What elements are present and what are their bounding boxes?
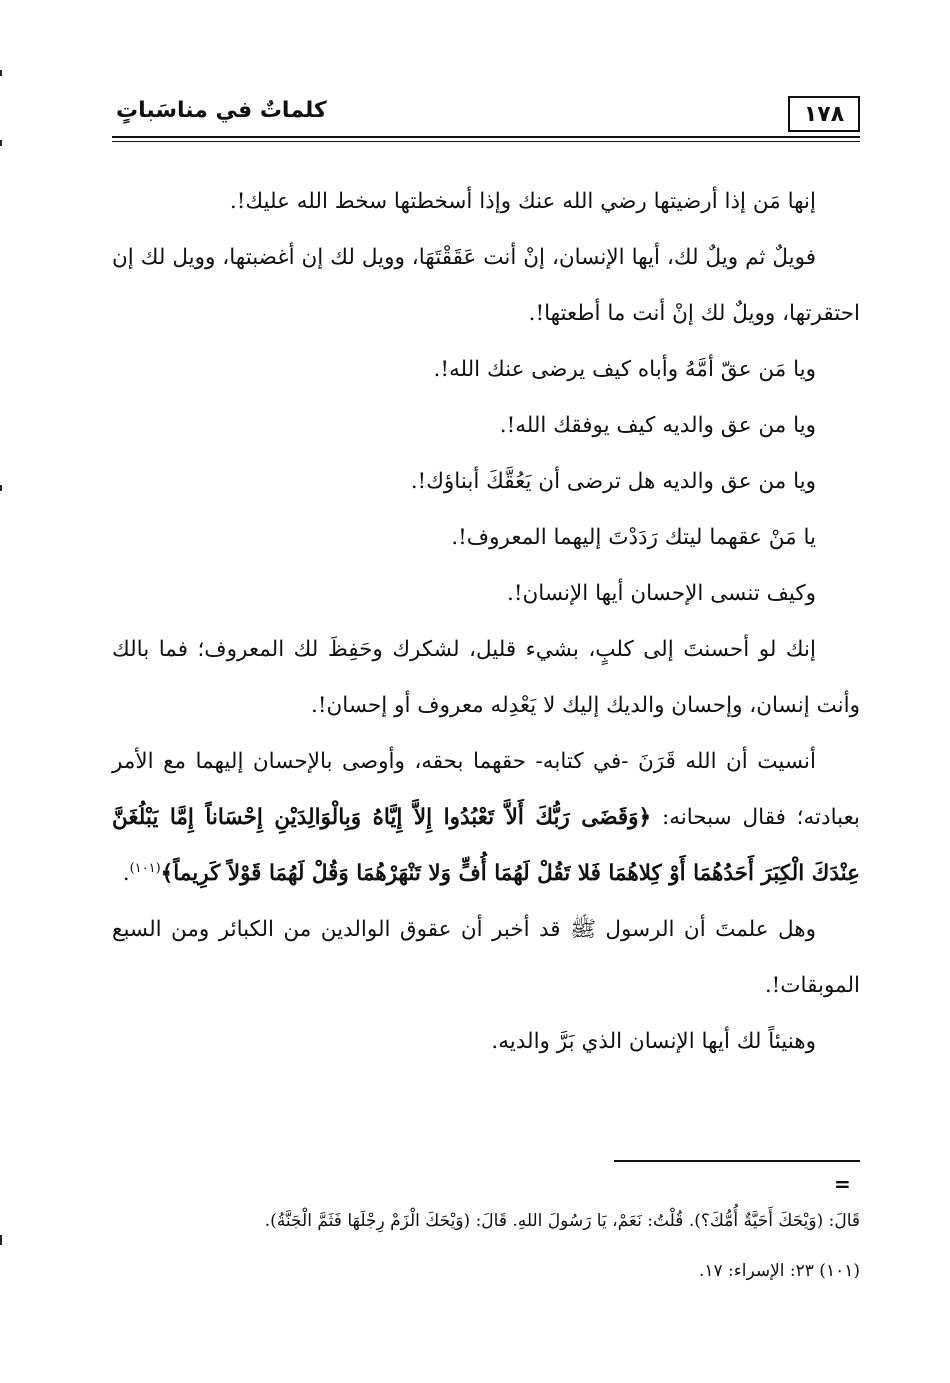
paragraph: ويا من عق والديه كيف يوفقك الله!. [499,413,816,438]
footnote-rule [614,1160,860,1162]
paragraph-with-verse [112,734,860,902]
paragraph-text: أنسيت أن الله قَرَنَ -في كتابه- حقهما بحقه، وأوصى بالإحسان إليهما مع الأمر بعبادته؛ فقال سبحانه: [112,749,860,830]
page-number: ١٧٨ [788,96,860,132]
paragraph: وكيف تنسى الإحسان أيها الإنسان!. [507,581,816,606]
paragraph-end: . [122,861,130,886]
quran-verse: ﴿وَقَضَى رَبُّكَ أَلاَّ تَعْبُدُوا إِلاَّ إِيَّاهُ وَبِالْوَالِدَيْنِ إِحْسَاناً إِمَّا يَبْلُغَنَّ عِنْدَكَ الْكِبَرَ أَحَدُهُمَا أَوْ كِلاهُمَا فَلا تَقُلْ لَهُمَا أُفٍّ وَلا تَنْهَرْهُمَا وَقُلْ لَهُمَا قَوْلاً كَرِيماً﴾ [112,805,860,886]
header-rule-thin [112,141,860,142]
page-header [112,96,860,134]
paragraph: وهنيئاً لك أيها الإنسان الذي بَرَّ والديه. [491,1029,816,1054]
footnote-101: (١٠١) ٢٣: الإسراء: ١٧. [698,1261,860,1281]
paragraph: إنك لو أحسنتَ إلى كلبٍ، بشيء قليل، لشكرك وحَفِظَ لك المعروف؛ فما بالك وأنت إنسان، وإحسان والديك إليك لا يَعْدِله معروف أو إحسان!. [112,637,860,718]
paragraph: فويلٌ ثم ويلٌ لك، أيها الإنسان، إنْ أنت عَقَقْتَهَا، وويل لك إن أغضبتها، وويل لك إن احتقرتها، وويلٌ لك إنْ أنت ما أطعتها!. [112,245,860,326]
footnotes [112,1196,860,1296]
page-edge-mark [0,485,2,491]
footnote-continuation-marker: = [834,1172,851,1196]
page-edge-mark [0,140,2,146]
paragraph: إنها مَن إذا أرضيتها رضي الله عنك وإذا أسخطتها سخط الله عليك!. [229,189,816,214]
paragraph: يا مَنْ عقهما ليتك رَدَدْتَ إليهما المعروف!. [451,525,816,550]
paragraph: ويا من عق والديه هل ترضى أن يَعُقَّكَ أبناؤك!. [410,469,816,494]
footnote-continued: قَالَ: (وَيْحَكَ أَحَيَّةٌ أُمُّكَ؟). قُلْتُ: نَعَمْ، يَا رَسُولَ اللهِ. قَالَ: (وَيْحَكَ الْزَمْ رِجْلَهَا فَثَمَّ الْجَنَّةُ). [264,1211,860,1231]
paragraph: ويا مَن عقّ أمَّهُ وأباه كيف يرضى عنك الله!. [433,357,816,382]
running-title: كلماتٌ في مناسَباتٍ [116,98,327,123]
page-edge-mark [0,1235,2,1245]
header-rule [112,136,860,138]
footnote-ref: (١٠١) [129,860,161,876]
page-edge-mark [0,70,2,76]
paragraph: وهل علمتَ أن الرسول ﷺ قد أخبر أن عقوق الوالدين من الكبائر ومن السبع الموبقات!. [112,917,860,998]
main-text [112,174,860,1070]
